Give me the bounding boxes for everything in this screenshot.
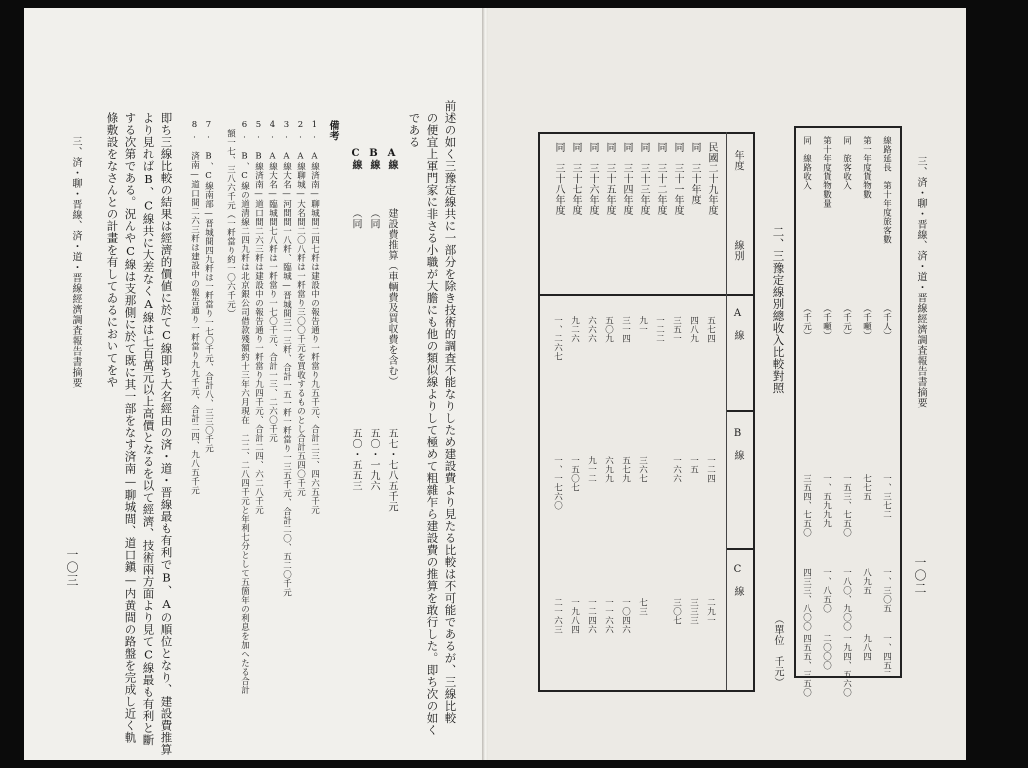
table-cell-c: 二九一: [705, 598, 716, 625]
notes-title: 備考: [327, 120, 338, 141]
note-7: 7. B、C線南部—晋城間四九粁は一粁當り一七〇千元、合計八、三三〇千元: [203, 120, 214, 453]
summary-row-label: 同 旅客收入: [841, 136, 852, 190]
budget-title: 建設費推算（車輌費及買収費を含む）: [386, 208, 397, 387]
left-page: [24, 8, 484, 760]
budget-c-value: 五〇・五五三: [350, 428, 361, 491]
note-1: 1. A線済南—聊城間二四七粁は建設中の報告通り一粁當り九五千元、合計二三、四六五千元: [309, 120, 320, 515]
table-row-year: 民國二十九年度: [706, 142, 717, 216]
summary-row-unit: （千人）: [881, 304, 892, 340]
summary-row-value: 一八〇、九〇〇: [841, 568, 852, 631]
table-row-year: 同 三十六年度: [587, 142, 598, 216]
paragraph2-line1: 即ち三線比較の結果は經濟的價値に於てC線即ち大名經由の済・道・晋線最も有利でB、Aの順位となり、建設費推算: [159, 112, 174, 756]
table-unit: （單位 千元）: [772, 614, 783, 688]
table-cell-a: 九一: [637, 316, 648, 334]
table-cell-c: 一九八四: [569, 598, 580, 634]
table-row-year: 同 三十一年度: [672, 142, 683, 216]
table-cell-a: 一、二六七: [552, 316, 563, 361]
note-5: 5. B線済南—道口間二六三粁は建設中の報告通り一粁當り九四千元、合計二四、六二八千元: [253, 120, 264, 515]
table-cell-c: 一二四六: [586, 598, 597, 634]
running-header: 三、済・聊・晋線、済・道・晋線經濟調査報告書摘要: [915, 156, 926, 408]
note-8: 8. 済南—道口間二六三粁は建設中の報告通り一粁當り九九千元、合計二四、九八五千元: [189, 120, 200, 495]
table-cell-a: 一二二: [654, 316, 665, 343]
summary-row-value: 九八四: [861, 634, 872, 661]
paragraph1-line3: である: [407, 112, 422, 148]
table-cell-b: 五七九: [620, 456, 631, 483]
summary-row-label: 第一年度貨物數: [861, 136, 872, 199]
paragraph1-line2: の便宜上軍門家に非さる小職が大膽にも他の類似線よりして極めて粗雜乍ら建設費の推算を敢行した。即ち次の如く: [425, 112, 440, 736]
budget-a-line: A線: [386, 148, 397, 170]
page-number: 一〇三: [65, 548, 79, 587]
header-line: 線別: [732, 240, 743, 261]
note-6-cont: 額一七、三八六千元（一粁當り約一〇六千元）: [225, 120, 236, 318]
table-row-year: 同 三十四年度: [621, 142, 632, 216]
header-b: B 線: [732, 428, 743, 461]
summary-row-value: 一、四五二: [881, 634, 892, 679]
budget-c-note: （同: [350, 208, 361, 229]
table-cell-b: 六九九: [603, 456, 614, 483]
table-cell-a: 六六六: [586, 316, 597, 343]
table-cell-b: 九一二: [586, 456, 597, 483]
table-cell-b: 一五〇七: [569, 456, 580, 492]
right-page: [488, 8, 966, 760]
summary-row-value: 一、八五〇: [821, 568, 832, 613]
summary-row-value: 二〇〇〇: [821, 634, 832, 670]
table-cell-b: 一六六: [671, 456, 682, 483]
table-cell-b: 三六七: [637, 456, 648, 483]
table-row-year: 同 三十二年度: [655, 142, 666, 216]
table-row-year: 同 三十年度: [689, 142, 700, 205]
note-6: 6. B、C線の道清線二四九粁は北京銀公司借款殘額約十三年六月現在 二二、二八四千元と年利七分として五箇年の利息を加へたる合計: [239, 120, 250, 695]
table-row-year: 同 三十五年度: [604, 142, 615, 216]
budget-c-line: C線: [350, 148, 361, 170]
summary-row-value: 三五四、七五〇: [801, 474, 812, 537]
budget-a-value: 五七・七八五千元: [386, 428, 397, 512]
header-year: 年度: [732, 150, 743, 171]
header-c: C 線: [732, 564, 743, 597]
summary-row-value: 一、三七二: [881, 474, 892, 519]
table-cell-c: 一一六六: [603, 598, 614, 634]
table-cell-a: 三五一: [671, 316, 682, 343]
table-cell-c: 一〇四六: [620, 598, 631, 634]
summary-row-unit: （千元）: [801, 304, 812, 340]
note-4: 4. A線大名—臨城間七八粁は一粁當り一七〇千元、合計一三、二六〇千元: [267, 120, 278, 443]
paragraph2-line3: する次第である。況んやC線は支那側に於て既に其一部をなす済南—聊城間、道口鎭—内黄間の路盤を完成し近く軌: [123, 112, 138, 744]
summary-row-unit: （千噸）: [861, 304, 872, 340]
page-number: 一〇二: [913, 556, 927, 595]
table-cell-a: 三一四: [620, 316, 631, 343]
table-cell-a: 四八九: [688, 316, 699, 343]
budget-b-value: 五〇・一九六: [368, 428, 379, 491]
budget-b-line: B線: [368, 148, 379, 170]
summary-row-label: 同 線路收入: [801, 136, 812, 190]
summary-row-label: 線路延長 第十年度旅客數: [881, 136, 892, 244]
note-3: 3. A線大名—河間間一八粁、臨城—晋城間三一三粁、合計一五一粁一粁當り一三五千元、合計二〇、五二〇千元: [281, 120, 292, 597]
summary-row-value: 七七五: [861, 474, 872, 501]
running-header: 三、済・聊・晋線、済・道・晋線經濟調査報告書摘要: [70, 136, 81, 388]
table-cell-a: 五〇九: [603, 316, 614, 343]
table-cell-c: 三〇七: [671, 598, 682, 625]
summary-row-value: 一、五九九九: [821, 474, 832, 528]
table-title: 二、三豫定線別總收入比較對照: [771, 226, 786, 394]
table-row-year: 同 三十三年度: [638, 142, 649, 216]
table-cell-c: 二一六三: [552, 598, 563, 634]
header-a: A 線: [732, 308, 743, 341]
paragraph2-line4: 條敷設をなさんとの計畫を有してゐるにおいてをや: [105, 112, 120, 388]
table-cell-b: 一五: [688, 456, 699, 474]
table-cell-a: 九二六: [569, 316, 580, 343]
paragraph2-line2: より見ればB、C線共に大差なくA線は七百萬元以上高價となるを以て經濟、技術兩方面より見てC線最も有利と斷: [141, 112, 156, 746]
summary-row-value: 一五三、七五〇: [841, 474, 852, 537]
summary-row-unit: （千元）: [841, 304, 852, 340]
budget-b-note: （同: [368, 208, 379, 229]
summary-row-value: 一九四、五六〇: [841, 634, 852, 697]
table-row-year: 同 三十八年度: [553, 142, 564, 216]
summary-row-value: 四三三、八〇〇: [801, 568, 812, 631]
table-cell-b: 一、一七六〇: [552, 456, 563, 510]
table-row-year: 同 三十七年度: [570, 142, 581, 216]
summary-row-label: 第十年度貨物數量: [821, 136, 832, 208]
table-cell-c: 七三: [637, 598, 648, 616]
table-cell-a: 五七四: [705, 316, 716, 343]
table-cell-b: 一二四: [705, 456, 716, 483]
note-2: 2. A線聊城—大名間二〇八粁は一粁當り三〇〇千元を買收するものとし合計五四〇千元: [295, 120, 306, 497]
summary-row-value: 一、三〇五: [881, 568, 892, 613]
summary-row-value: 四五五、三五〇: [801, 634, 812, 697]
table-cell-c: 三三三: [688, 598, 699, 625]
paragraph1-line1: 前述の如く三豫定線共に一部分を除き技術的調査不能なりしため建設費より見たる比較は不可能であるが、三線比較: [443, 100, 458, 724]
summary-row-unit: （千噸）: [821, 304, 832, 340]
summary-row-value: 八九五: [861, 568, 872, 595]
